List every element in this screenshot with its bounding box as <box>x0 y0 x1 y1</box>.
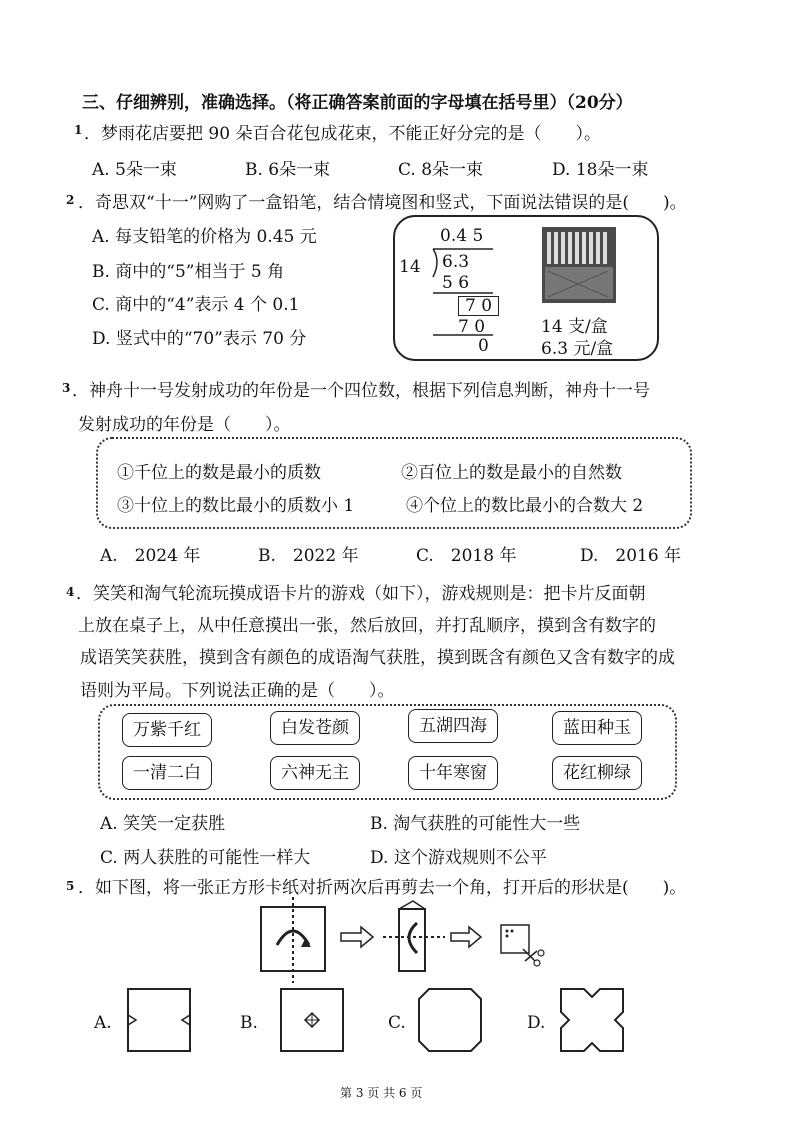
option-d[interactable]: D. <box>527 1013 546 1033</box>
question-number: 1 <box>74 123 83 137</box>
question-stem: ．如下图，将一张正方形卡纸对折两次后再剪去一个角，打开后的形状是( )。 <box>78 878 687 898</box>
option-b[interactable]: B. <box>240 1013 258 1033</box>
question-stem-line1: ．笑笑和淘气轮流玩摸成语卡片的游戏（如下），游戏规则是：把卡片反面朝 <box>76 584 646 604</box>
option-c[interactable]: C. 8朵一束 <box>398 160 484 180</box>
question-stem: ．梦雨花店要把 90 朵百合花包成花束，不能正好分完的是（ ）。 <box>84 124 601 144</box>
pencil-box-image <box>542 227 616 303</box>
caption-price: 6.3 元/盒 <box>541 339 614 359</box>
section-title: 三、仔细辨别，准确选择。（将正确答案前面的字母填在括号里）（20分） <box>82 93 633 113</box>
question-stem-line4: 语则为平局。下列说法正确的是（ ）。 <box>80 681 395 701</box>
question-stem-line3: 成语笑笑获胜，摸到含有颜色的成语淘气获胜，摸到既含有颜色又含有数字的成 <box>80 648 675 668</box>
question-stem-line1: ．神舟十一号发射成功的年份是一个四位数，根据下列信息判断，神舟十一号 <box>72 381 650 401</box>
option-a-shape <box>125 986 195 1056</box>
option-c[interactable]: C. <box>388 1013 406 1033</box>
option-c[interactable]: C. 2018 年 <box>416 546 517 566</box>
option-a[interactable]: A. 2024 年 <box>100 546 201 566</box>
clue-2: ②百位上的数是最小的自然数 <box>401 463 622 483</box>
option-d-shape <box>558 986 628 1056</box>
clue-4: ④个位上的数比最小的合数大 2 <box>406 496 644 516</box>
divisor: 14 <box>399 257 421 277</box>
option-d[interactable]: D. 2016 年 <box>580 546 682 566</box>
division-result: 0 <box>478 336 489 356</box>
option-b[interactable]: B. 2022 年 <box>258 546 359 566</box>
idiom-card: 万紫千红 <box>122 713 212 747</box>
option-d[interactable]: D. 18朵一束 <box>552 160 649 180</box>
folding-diagram <box>255 895 555 985</box>
question-number: 4 <box>66 585 75 599</box>
question-number: 3 <box>62 381 71 395</box>
boxed-remainder: 7 0 <box>458 296 499 316</box>
option-d[interactable]: D. 竖式中的“70”表示 70 分 <box>92 329 307 349</box>
caption-quantity: 14 支/盒 <box>541 317 608 337</box>
option-a[interactable]: A. 每支铅笔的价格为 0.45 元 <box>92 227 317 247</box>
clue-3: ③十位上的数比最小的质数小 1 <box>117 496 355 516</box>
option-b-shape <box>278 986 348 1056</box>
option-c[interactable]: C. 商中的“4”表示 4 个 0.1 <box>92 295 300 315</box>
dividend: 6.3 <box>442 252 470 272</box>
option-c[interactable]: C. 两人获胜的可能性一样大 <box>100 848 311 868</box>
division-step2: 7 0 <box>458 317 486 337</box>
idiom-card: 五湖四海 <box>408 709 498 743</box>
question-stem: ．奇思双“十一”网购了一盒铅笔，结合情境图和竖式，下面说法错误的是( )。 <box>78 193 687 213</box>
question-number: 5 <box>66 879 75 893</box>
question-stem-line2: 上放在桌子上，从中任意摸出一张，然后放回，并打乱顺序，摸到含有数字的 <box>78 616 656 636</box>
option-b[interactable]: B. 淘气获胜的可能性大一些 <box>370 814 581 834</box>
clue-1: ①千位上的数是最小的质数 <box>117 463 321 483</box>
option-b[interactable]: B. 6朵一束 <box>245 160 331 180</box>
option-c-shape <box>416 986 486 1056</box>
idiom-card: 花红柳绿 <box>552 756 642 790</box>
option-a[interactable]: A. 笑笑一定获胜 <box>100 814 226 834</box>
idiom-card: 白发苍颜 <box>270 711 360 745</box>
quotient: 0.4 5 <box>440 226 484 246</box>
long-division-lines <box>393 215 659 361</box>
division-step1: 5 6 <box>442 273 470 293</box>
option-a[interactable]: A. <box>94 1013 112 1033</box>
page-footer: 第 3 页 共 6 页 <box>340 1086 423 1100</box>
question-stem-line2: 发射成功的年份是（ ）。 <box>78 415 291 435</box>
idiom-card: 十年寒窗 <box>408 756 498 790</box>
idiom-card: 六神无主 <box>270 756 360 790</box>
option-d[interactable]: D. 这个游戏规则不公平 <box>370 848 547 868</box>
idiom-card: 蓝田种玉 <box>552 711 642 745</box>
question-number: 2 <box>66 193 75 207</box>
option-b[interactable]: B. 商中的“5”相当于 5 角 <box>92 262 285 282</box>
option-a[interactable]: A. 5朵一束 <box>92 160 177 180</box>
idiom-card: 一清二白 <box>122 756 212 790</box>
